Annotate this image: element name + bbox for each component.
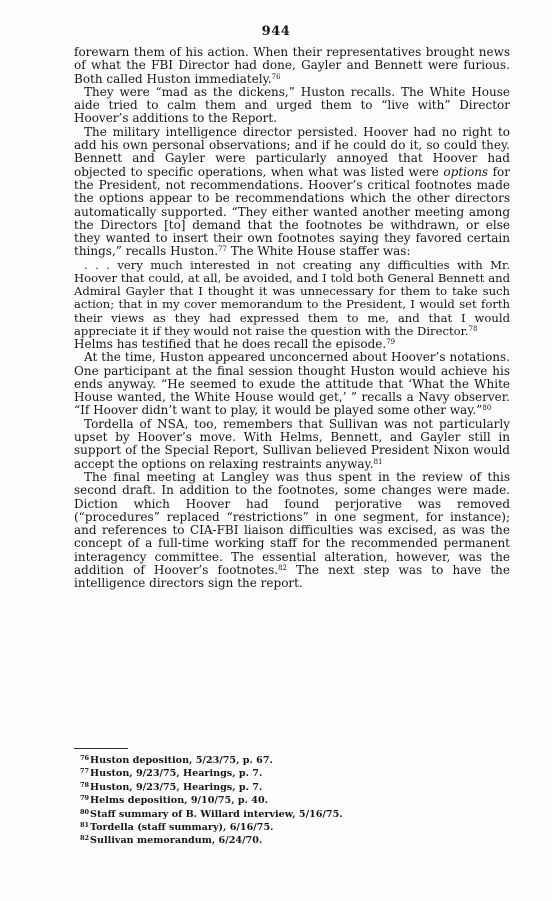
footnote-82 (80, 833, 374, 846)
footnote-78 (80, 780, 374, 793)
footnote-number: 79 (80, 794, 90, 803)
footnote-80 (80, 807, 374, 820)
paragraph-4-text: Helms has testified that he does recall the episode. (74, 336, 387, 351)
footnote-text: Helms deposition, 9/10/75, p. 40. (90, 795, 268, 807)
paragraph-3-text-end: The White House staffer was: (226, 244, 411, 259)
footnote-79 (80, 793, 374, 806)
page-number: 944 (261, 24, 291, 39)
paragraph-7-text-end: The next step was to have the intelligence directors sign the report. (74, 563, 510, 591)
footnote-ref-80: 80 (482, 404, 492, 413)
footnote-text: Huston deposition, 5/23/75, p. 67. (90, 755, 273, 766)
footnote-text: Tordella (staff summary), 6/16/75. (90, 822, 274, 834)
paragraph-6-text: Tordella of NSA, too, remembers that Sullivan was not particularly upset by Hoover’s move. With Helms, Bennett, and Gayler still in support of the Special Report, Sullivan believed President Nixon would accept the options on relaxing restraints anyway. (74, 416, 510, 471)
footnote-ref-78: 78 (468, 324, 478, 333)
paragraph-1 (74, 46, 510, 86)
paragraph-2 (74, 86, 510, 126)
footnote-81 (80, 820, 374, 833)
footnote-number: 77 (80, 767, 90, 776)
footnote-ref-82: 82 (278, 564, 288, 573)
footnote-text: Huston, 9/23/75, Hearings, p. 7. (90, 768, 263, 780)
footnote-text: Sullivan memorandum, 6/24/70. (90, 835, 263, 847)
footnote-text: Staff summary of B. Willard interview, 5/16/75. (90, 808, 343, 820)
paragraph-6 (74, 418, 510, 471)
paragraph-7 (74, 471, 510, 591)
footnote-ref-77: 77 (218, 245, 227, 254)
paragraph-1-text: forewarn them of his action. When their representatives brought news of what the FBI Director had done, Gayler and Bennett were furious. Both called Huston immediately. (74, 45, 510, 86)
footnote-number: 80 (80, 807, 90, 816)
paragraph-3-text-before: The military intelligence director persisted. Hoover had no right to add his own personal observations; and if he could do it, so could they. Bennett and Gayler were particularly annoyed that Hoover had objected to specific operations, when what was listed were (74, 124, 510, 179)
paragraph-7-text: The final meeting at Langley was thus spent in the review of this second draft. In addition to the footnotes, some changes were made. Diction which Hoover had found perjorative was removed (“procedures” replaced “restrictions” in one segment, for instance); and references to CIA-FBI liaison difficulties was excised, as was the concept of a full-time working staff for the recommended permanent interagency committee. The essential alteration, however, was the addition of Hoover’s footnotes. (74, 469, 510, 578)
emphasis-options: options (443, 164, 489, 179)
paragraph-5 (74, 351, 510, 417)
block-quote-text: . . . very much interested in not creating any difficulties with Mr. Hoover that could, at all, be avoided, and I told both General Bennett and Admiral Gayler that I thought it was unnecessary for them to take such action; that in my cover memorandum to the President, I would set forth their views as they had expressed them to me, and that I would appreciate it if they would not raise the question with the Director. (74, 257, 510, 338)
footnote-76 (80, 753, 374, 766)
footnote-77 (80, 766, 374, 779)
footnote-ref-79: 79 (386, 337, 396, 346)
block-quote (74, 259, 510, 338)
paragraph-2-text: They were “mad as the dickens,” Huston recalls. The White House aide tried to calm them and urged them to “live with” Director Hoover’s additions to the Report. (74, 84, 510, 126)
footnote-text: Huston, 9/23/75, Hearings, p. 7. (90, 781, 263, 793)
footnote-number: 76 (80, 754, 90, 762)
paragraph-4 (74, 338, 510, 351)
footnote-ref-76: 76 (271, 72, 281, 81)
footnote-divider (74, 748, 128, 749)
paragraph-5-text: At the time, Huston appeared unconcerned about Hoover’s notations. One participant at the final session thought Huston would achieve his ends anyway. “He seemed to exude the attitude that ‘What the White House wanted, the White House would get,’ ” recalls a Navy observer. “If Hoover didn’t want to play, it would be played some other way.” (74, 350, 510, 418)
paragraph-3 (74, 126, 510, 259)
paragraph-3-text-after: for the President, not recommendations. Hoover’s critical footnotes made the options appear to be recommendations which the other directors automatically supported. “They either wanted another meeting among the Directors [to] demand that the footnotes be withdrawn, or else they wanted to insert their own footnotes saying they favored certain things,” recalls Huston. (74, 164, 511, 259)
body-text (74, 46, 510, 591)
footnote-number: 82 (80, 834, 90, 843)
footnotes (74, 748, 374, 847)
footnote-ref-81: 81 (373, 457, 383, 466)
footnote-number: 81 (80, 821, 90, 830)
footnote-number: 78 (80, 780, 90, 789)
